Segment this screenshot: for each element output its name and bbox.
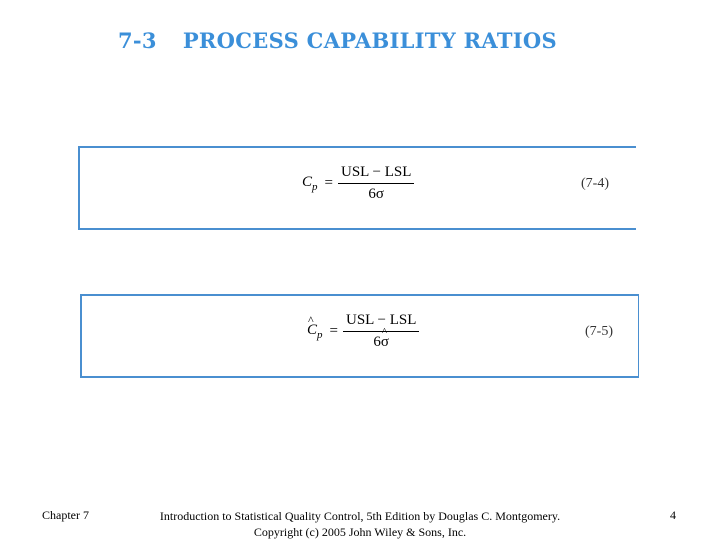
equation-box-cp-hat: [80, 294, 639, 378]
section-number: 7-3: [118, 28, 157, 53]
numerator: USL − LSL: [343, 312, 419, 332]
equals-sign: =: [324, 175, 333, 191]
section-title: PROCESS CAPABILITY RATIOS: [182, 28, 557, 53]
equation-box-cp: [78, 146, 636, 230]
cp-hat-formula: [307, 312, 419, 351]
citation-line: Introduction to Statistical Quality Control, 5th Edition by Douglas C. Montgomery.: [159, 509, 561, 523]
fraction: [338, 164, 414, 203]
copyright-line: Copyright (c) 2005 John Wiley & Sons, Inc.: [253, 525, 467, 539]
cp-formula: [302, 164, 414, 203]
denominator: 6σ: [368, 186, 384, 202]
footer-chapter: Chapter 7: [42, 508, 89, 522]
cp-symbol: $C_p$: [302, 174, 318, 193]
numerator: USL − LSL: [338, 164, 414, 184]
equation-number: (7-4): [581, 176, 609, 191]
equation-number: (7-5): [585, 324, 613, 339]
page-number: 4: [670, 508, 676, 522]
equals-sign: =: [329, 323, 338, 339]
cp-hat-symbol: ^ $C_p$: [307, 322, 323, 341]
slide-title: [118, 28, 557, 53]
denominator: 6^ σ: [373, 332, 389, 351]
footer-citation: [150, 508, 570, 540]
fraction: [343, 312, 419, 351]
